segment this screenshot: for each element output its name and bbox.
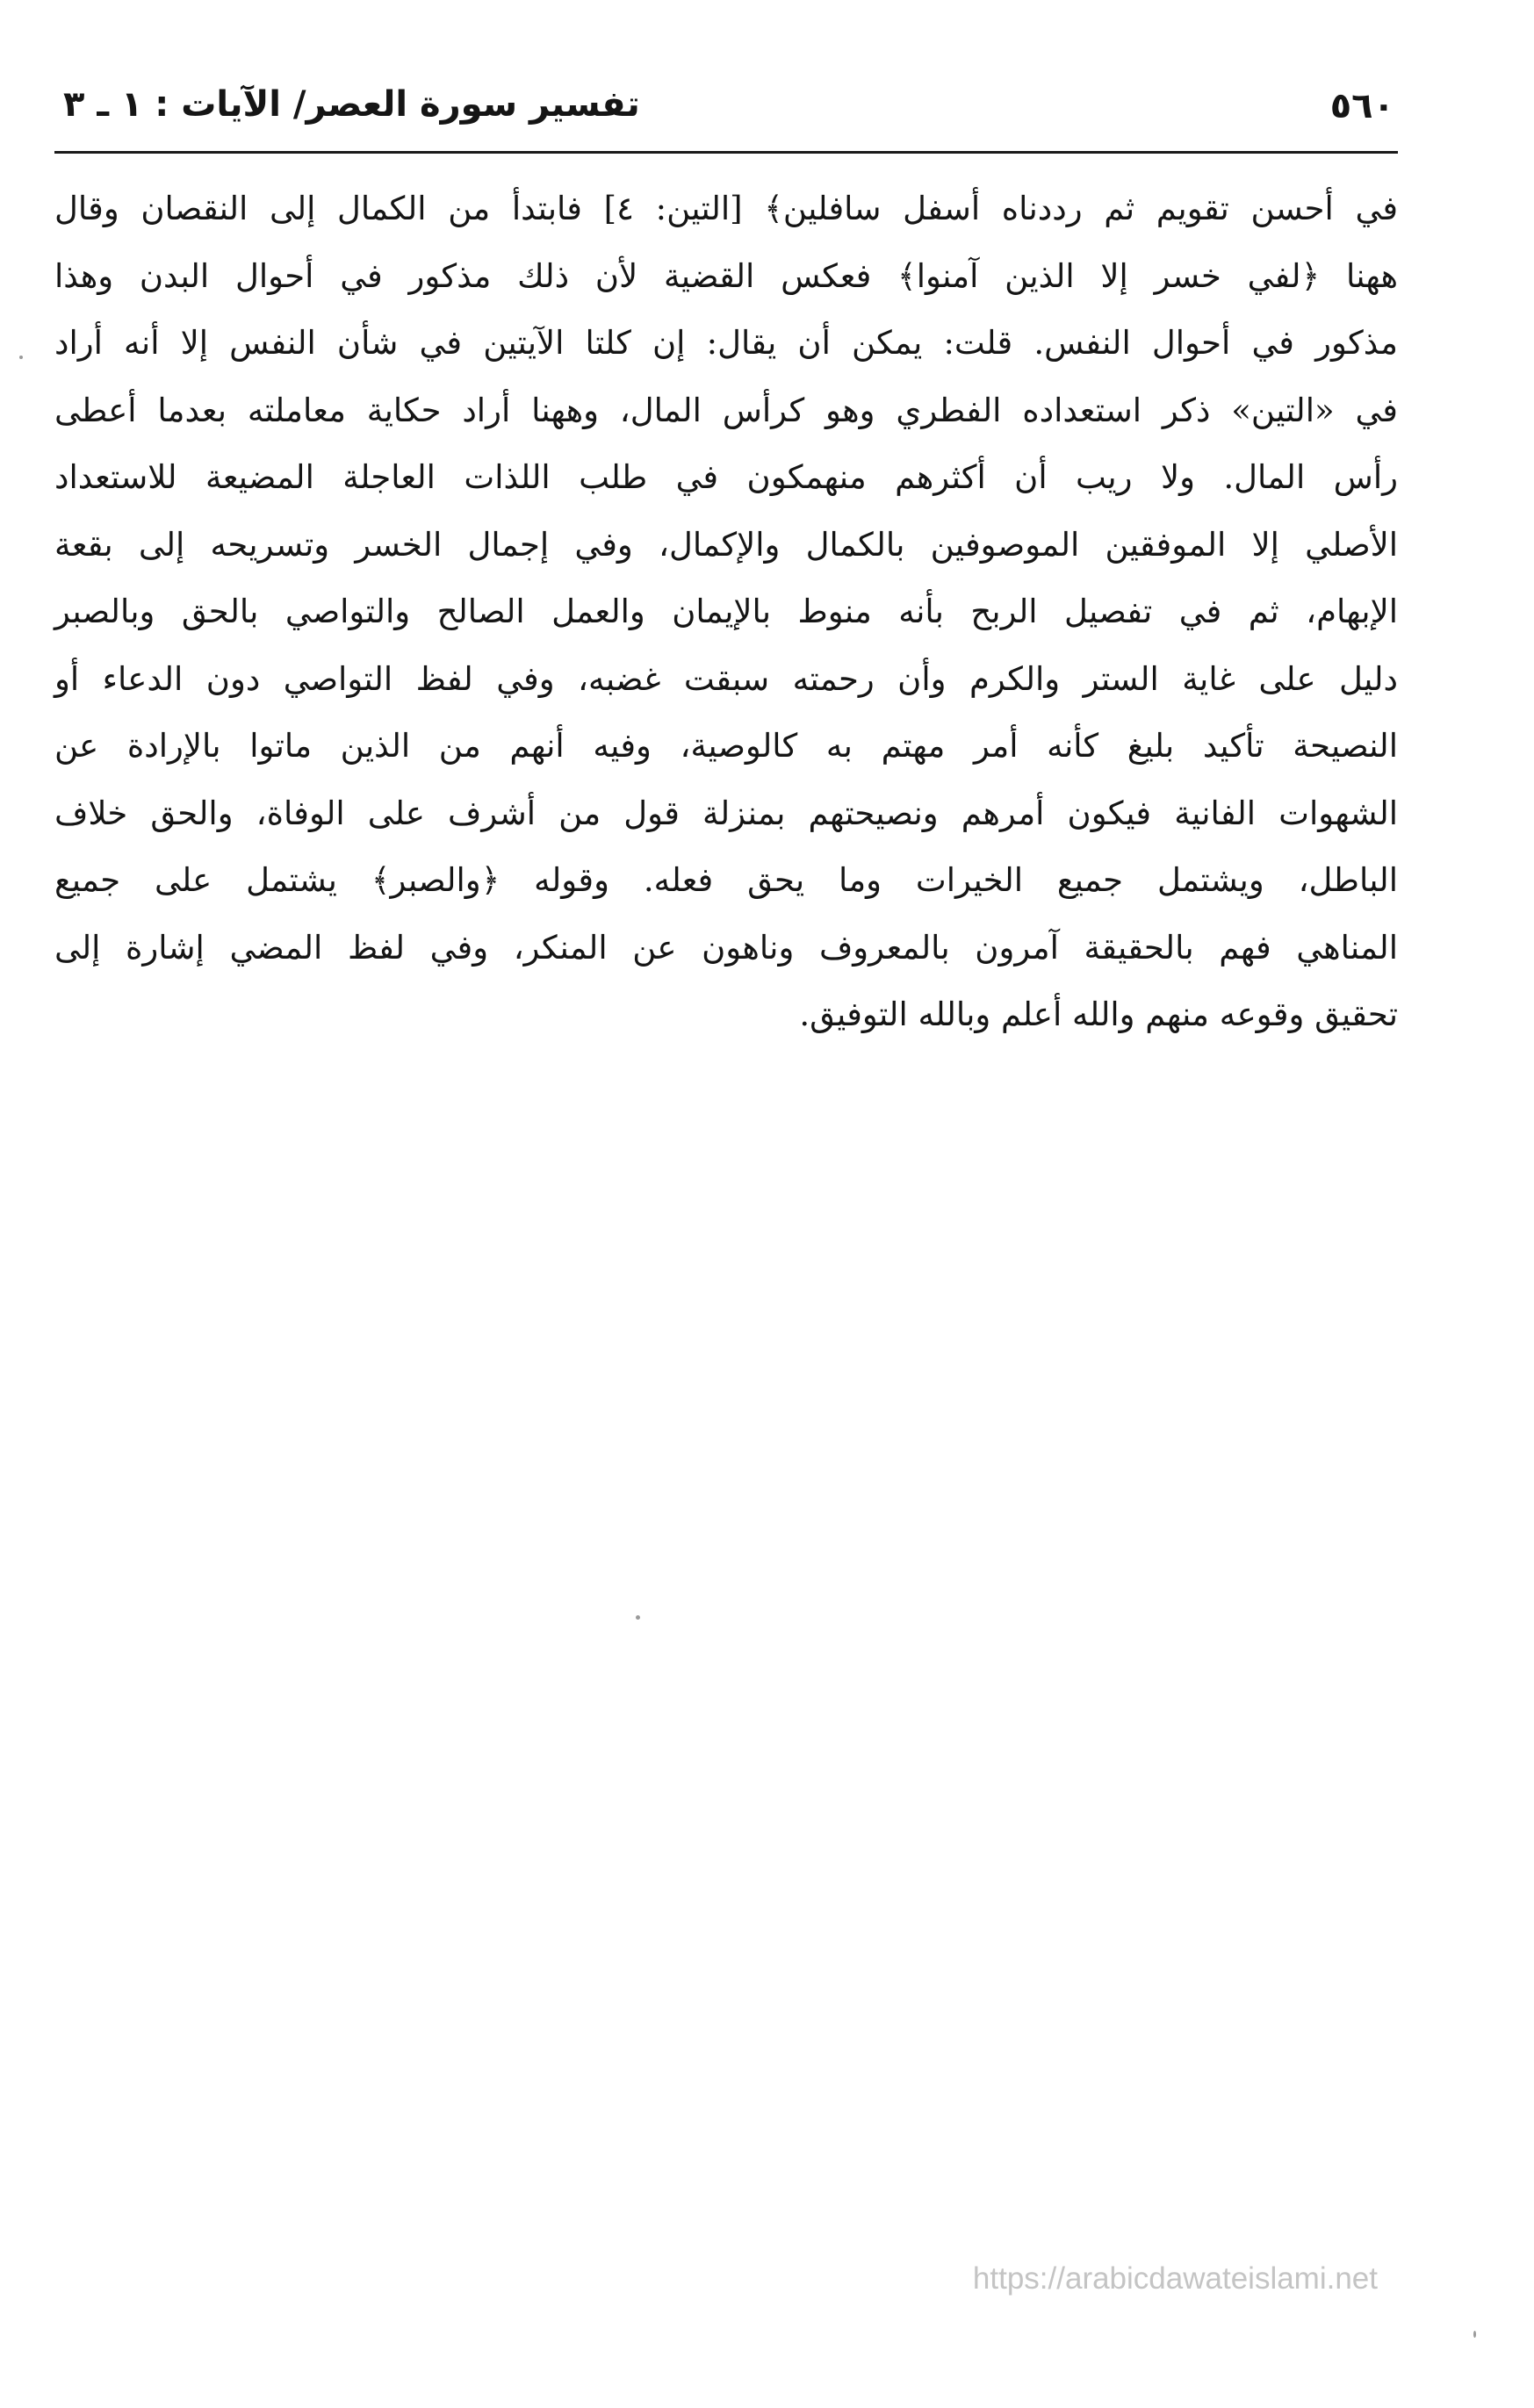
text-line: الباطل، ويشتمل جميع الخيرات وما يحق فعله. وقوله ﴿والصبر﴾ يشتمل على جميع bbox=[54, 861, 1398, 899]
text-line: رأس المال. ولا ريب أن أكثرهم منهمكون في طلب اللذات العاجلة المضيعة للاستعداد bbox=[54, 458, 1398, 496]
scan-speck bbox=[1473, 2331, 1476, 2338]
page-number: ٥٦٠ bbox=[1329, 86, 1394, 126]
text-line: دليل على غاية الستر والكرم وأن رحمته سبقت غضبه، وفي لفظ التواصي دون الدعاء أو bbox=[54, 659, 1398, 698]
text-line: في «التين» ذكر استعداده الفطري وهو كرأس المال، وههنا أراد حكاية معاملته بعدما أعطى bbox=[54, 391, 1398, 429]
text-line: المناهي فهم بالحقيقة آمرون بالمعروف وناهون عن المنكر، وفي لفظ المضي إشارة إلى bbox=[54, 928, 1398, 967]
body-text bbox=[54, 176, 1398, 1049]
text-line-last: تحقيق وقوعه منهم والله أعلم وبالله التوفيق. bbox=[799, 996, 1398, 1033]
text-line: في أحسن تقويم ثم رددناه أسفل سافلين﴾ [التين: ٤] فابتدأ من الكمال إلى النقصان وقال bbox=[54, 190, 1399, 227]
scan-speck bbox=[19, 356, 23, 359]
running-header bbox=[54, 81, 1398, 154]
text-line: مذكور في أحوال النفس. قلت: يمكن أن يقال: إن كلتا الآيتين في شأن النفس إلا أنه أراد bbox=[54, 324, 1398, 362]
text-line: الشهوات الفانية فيكون أمرهم ونصيحتهم بمنزلة قول من أشرف على الوفاة، والحق خلاف bbox=[54, 794, 1398, 832]
text-line: الإبهام، ثم في تفصيل الربح بأنه منوط بالإيمان والعمل الصالح والتواصي بالحق وبالصبر bbox=[54, 593, 1398, 630]
scan-speck bbox=[636, 1615, 640, 1620]
text-line: النصيحة تأكيد بليغ كأنه أمر مهتم به كالوصية، وفيه أنهم من الذين ماتوا بالإرادة عن bbox=[54, 727, 1398, 765]
text-line: ههنا ﴿لفي خسر إلا الذين آمنوا﴾ فعكس القضية لأن ذلك مذكور في أحوال البدن وهذا bbox=[54, 256, 1398, 295]
text-line: الأصلي إلا الموفقين الموصوفين بالكمال والإكمال، وفي إجمال الخسر وتسريحه إلى بقعة bbox=[54, 525, 1398, 564]
running-title: تفسير سورة العصر/ الآيات : ١ ـ ٣ bbox=[63, 84, 640, 125]
watermark-url: https://arabicdawateislami.net bbox=[972, 2261, 1378, 2296]
